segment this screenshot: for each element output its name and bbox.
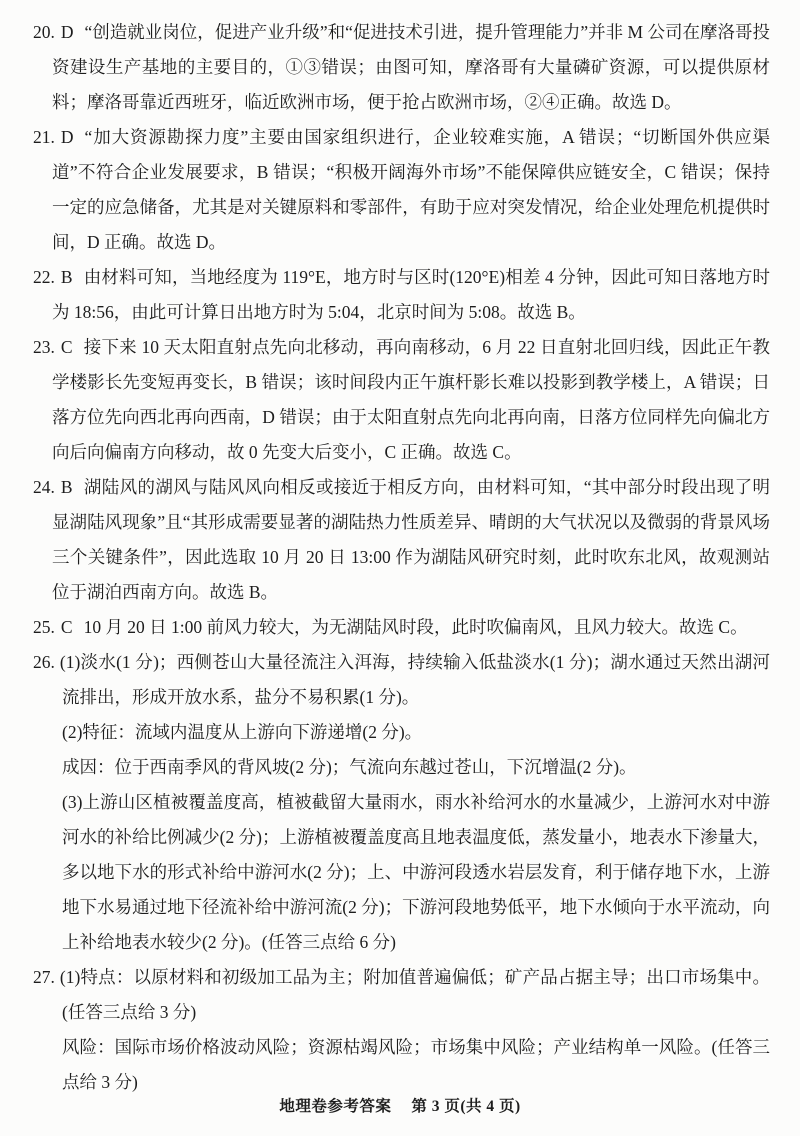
answer-letter: C [60,617,73,637]
answer-text: 湖陆风的湖风与陆风风向相反或接近于相反方向，由材料可知，“其中部分时段出现了明显湖陆风现象”且“其形成需要显著的湖陆热力性质差异、晴朗的大气状况以及微弱的背景风场三个关键条件”，因此选取 10 月 20 日 13:00 作为湖陆风研究时刻，此时吹东北风，故观测站位于湖泊西南方向。故选 B。 [52,477,770,602]
answer-item-27 [33,960,770,1030]
answer-item-24 [33,470,770,610]
answer-number: 25. [33,617,55,637]
page-footer [0,1089,800,1124]
footer-page-number: 第 3 页(共 4 页) [411,1098,521,1115]
answer-letter: D [60,22,74,42]
answer-item-23 [33,330,770,470]
answer-letter: B [60,477,73,497]
answer-number: 22. [33,267,55,287]
answer-text: 由材料可知，当地经度为 119°E，地方时与区时(120°E)相差 4 分钟，因此可知日落地方时为 18:56，由此可计算日出地方时为 5:04，北京时间为 5:08。故选 B。 [52,267,770,322]
answer-item-25 [33,610,770,645]
answer-number: 27. [33,967,55,987]
answer-text: “加大资源勘探力度”主要由国家组织进行，企业较难实施，A 错误；“切断国外供应渠道”不符合企业发展要求，B 错误；“积极开阔海外市场”不能保障供应链安全，C 错误；保持一定的应急储备，尤其是对关键原料和零部件，有助于应对突发情况，给企业处理危机提供时间，D 正确。故选 D。 [52,127,770,252]
answer-text: 接下来 10 天太阳直射点先向北移动，再向南移动，6 月 22 日直射北回归线，因此正午教学楼影长先变短再变长，B 错误；该时间段内正午旗杆影长难以投影到教学楼上，A 错误；日落方位先向西北再向西南，D 错误；由于太阳直射点先向北再向南，日落方位同样先向偏北方向后向偏南方向移动，故 0 先变大后变小，C 正确。故选 C。 [52,337,770,462]
answer-paragraph-26-2: (2)特征：流域内温度从上游向下游递增(2 分)。 [62,722,423,742]
answer-item-20 [33,15,770,120]
answer-number: 23. [33,337,55,357]
answer-item-21 [33,120,770,260]
answer-text: (1)特点：以原材料和初级加工品为主；附加值普遍偏低；矿产品占据主导；出口市场集中。(任答三点给 3 分) [59,967,770,1022]
answer-letter: D [60,127,74,147]
answer-number: 24. [33,477,55,497]
answer-paragraph-26-3: (3)上游山区植被覆盖度高，植被截留大量雨水，雨水补给河水的水量减少，上游河水对中游河水的补给比例减少(2 分)；上游植被覆盖度高且地表温度低，蒸发量小，地表水下渗量大，多以地下水的形式补给中游河水(2 分)；上、中游河段透水岩层发育，利于储存地下水，上游地下水易通过地下径流补给中游河流(2 分)；下游河段地势低平，地下水倾向于水平流动，向上补给地表水较少(2 分)。(任答三点给 6 分) [62,792,770,952]
answer-text: (1)淡水(1 分)；西侧苍山大量径流注入洱海，持续输入低盐淡水(1 分)；湖水通过天然出湖河流排出，形成开放水系，盐分不易积累(1 分)。 [59,652,770,707]
answer-number: 26. [33,652,55,672]
answer-letter: C [60,337,73,357]
answer-paragraph-26-cause: 成因：位于西南季风的背风坡(2 分)；气流向东越过苍山，下沉增温(2 分)。 [62,757,637,777]
footer-title: 地理卷参考答案 [279,1098,392,1115]
answer-letter: B [60,267,73,287]
answer-number: 20. [33,22,55,42]
answer-item-26 [33,645,770,715]
answer-number: 21. [33,127,55,147]
answer-text: 10 月 20 日 1:00 前风力较大，为无湖陆风时段，此时吹偏南风，且风力较大。故选 C。 [83,617,748,637]
answer-text: “创造就业岗位，促进产业升级”和“促进技术引进，提升管理能力”并非 M 公司在摩洛哥投资建设生产基地的主要目的，①③错误；由图可知，摩洛哥有大量磷矿资源，可以提供原材料；摩洛哥靠近西班牙，临近欧洲市场，便于抢占欧洲市场，②④正确。故选 D。 [52,22,770,112]
answer-item-22 [33,260,770,330]
answer-paragraph-27-risk: 风险：国际市场价格波动风险；资源枯竭风险；市场集中风险；产业结构单一风险。(任答三点给 3 分) [62,1037,770,1092]
